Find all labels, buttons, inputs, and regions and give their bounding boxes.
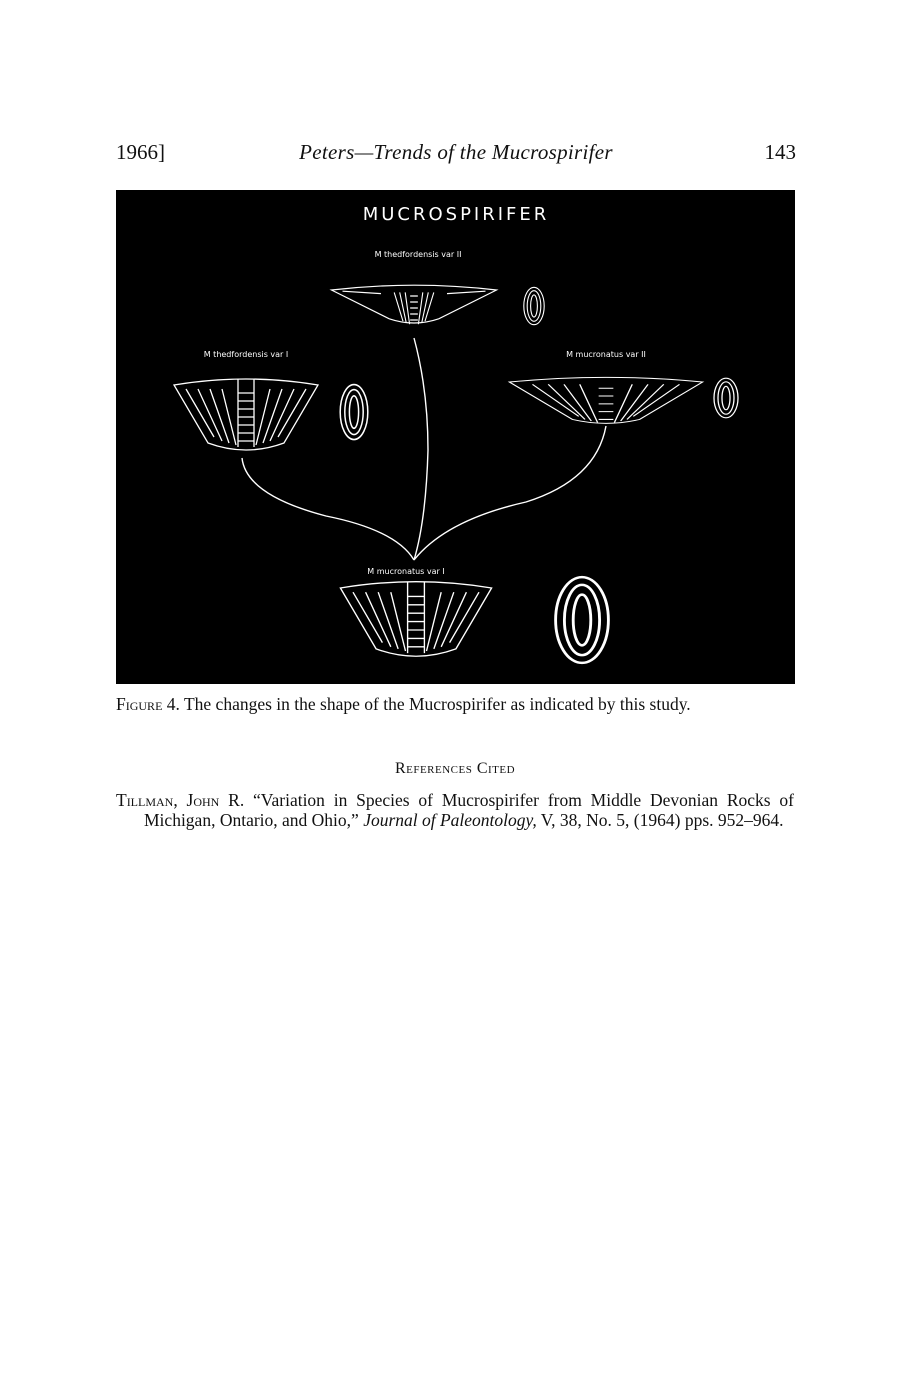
references-heading: References Cited [394, 760, 516, 777]
page-number: 143 [764, 140, 796, 164]
label-bottom: M mucronatus var I [367, 567, 445, 576]
caption-text: The changes in the shape of the Mucrospirifer as indicated by this study. [183, 694, 691, 714]
mucrospirifer-drawing [116, 190, 795, 684]
reference-journal: Journal of Paleontology, [363, 810, 537, 830]
phylogeny-lines [242, 338, 606, 560]
label-left: M thedfordensis var I [203, 350, 289, 359]
label-top: M thedfordensis var II [374, 250, 462, 259]
shell-bottom [340, 582, 491, 657]
oval-left [340, 385, 368, 440]
figure-4 [116, 190, 795, 684]
oval-top [524, 287, 544, 324]
caption-label: Figure 4. [116, 694, 180, 714]
oval-right [714, 378, 738, 418]
shell-right [509, 377, 702, 423]
header-year: 1966] [116, 140, 165, 164]
reference-entry [116, 790, 794, 830]
header-title: Peters—Trends of the Mucrospirifer [299, 140, 613, 164]
shell-top [332, 285, 497, 324]
shell-left [174, 379, 318, 450]
running-header [116, 140, 796, 168]
reference-title: “Variation in Species of Mucrospirifer from Middle Devonian Rocks of Michigan, Ontario, and Ohio,” [144, 790, 794, 830]
oval-bottom [556, 577, 609, 663]
figure-title: MUCROSPIRIFER [362, 204, 550, 225]
figure-caption [116, 694, 794, 714]
reference-details: V, 38, No. 5, (1964) pps. 952–964. [540, 810, 784, 830]
label-right: M mucronatus var II [566, 350, 646, 359]
reference-author: Tillman, John R. [116, 790, 245, 810]
